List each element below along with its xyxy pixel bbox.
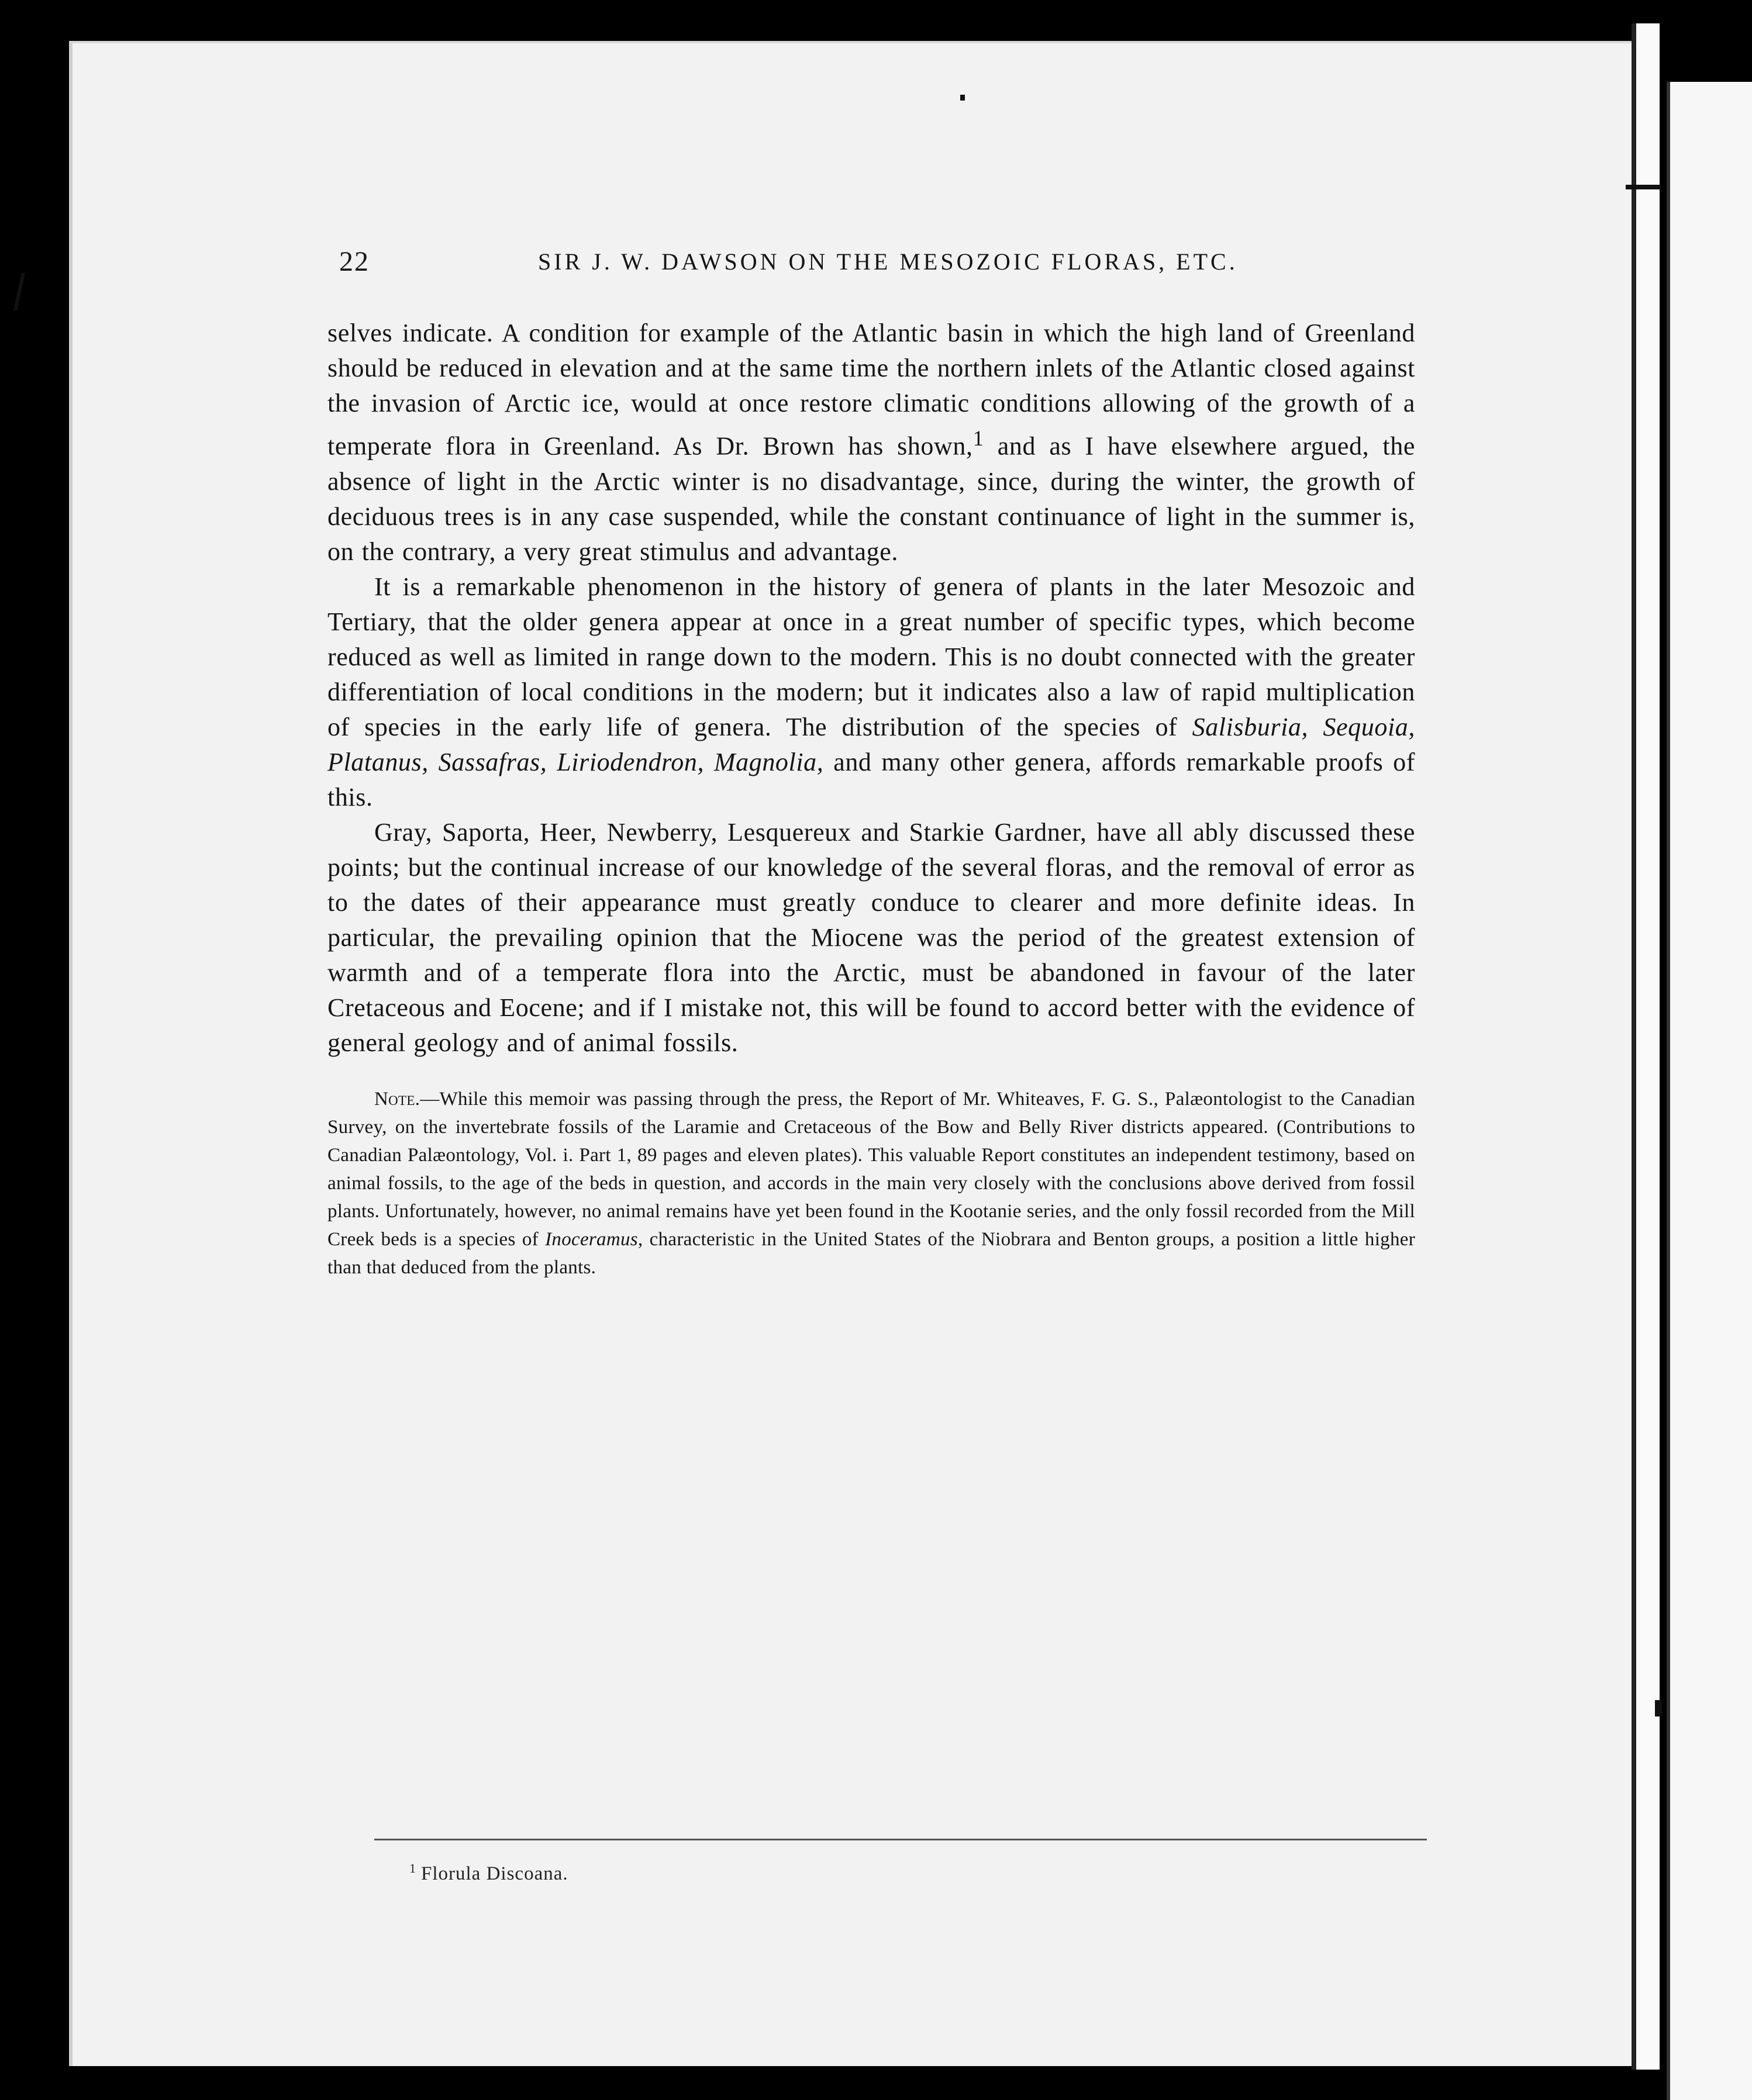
paragraph-3: Gray, Saporta, Heer, Newberry, Lesquereux and Starkie Gardner, have all ably discussed these points; but the continual increase of our knowledge of the several floras, and the removal of error as to the dates of their appearance must greatly conduce to clearer and more definite ideas. In particular, the prevailing opinion that the Miocene was the period of the greatest extension of warmth and of a temperate flora into the Arctic, must be abandoned in favour of the later Cretaceous and Eocene; and if I mistake not, this will be found to accord better with the evidence of general geology and of animal fossils. [327, 817, 1415, 1057]
paragraph-2-text-b: and many other genera, affords remarkable proofs of this. [327, 747, 1415, 811]
note-text-a: —While this memoir was passing through the press, the Report of Mr. Whiteaves, F. G. S., Palæontologist to the Canadian Survey, on the invertebrate fossils of the Laramie and Cretaceous of the Bow and Belly River districts appeared. (Contributions to Canadian Palæontology, Vol. i. Part 1, 89 pages and eleven plates). This valuable Report constitutes an independent testimony, based on animal fossils, to the age of the beds in question, and accords in the main very closely with the conclusions above derived from fossil plants. Unfortunately, however, no animal remains have yet been found in the Kootanie series, and the only fossil recorded from the Mill Creek beds is a species of [327, 1088, 1415, 1250]
footnote-reference: 1 [972, 426, 984, 450]
footnote [409, 1861, 568, 1885]
note-paragraph [327, 1085, 1415, 1282]
adjacent-page-strip [1667, 82, 1752, 2100]
note-text-b: , characteristic in the United States of the Niobrara and Benton groups, a position a little higher than that deduced from the plants. [327, 1228, 1415, 1278]
page-edge [1632, 23, 1660, 2070]
note-genus: Inoceramus [545, 1228, 638, 1250]
scan-tab-mark [1626, 185, 1661, 189]
body-text [327, 316, 1415, 1061]
scan-speck [960, 95, 965, 101]
paragraph-2-text-a: It is a remarkable phenomenon in the history of genera of plants in the later Mesozoic and Tertiary, that the older genera appear at once in a great number of specific types, which become reduced as well as limited in range down to the modern. This is no doubt connected with the greater differentiation of local conditions in the modern; but it indicates also a law of rapid multiplication of species in the early life of genera. The distribution of the species of [327, 572, 1415, 741]
scan-border-top [0, 0, 1752, 41]
scan-mark-left [13, 272, 25, 311]
footnote-rule [374, 1839, 1427, 1840]
page-number: 22 [339, 246, 370, 277]
paragraph-1-text: selves indicate. A condition for example of the Atlantic basin in which the high land of Greenland should be reduced in elevation and at the same time the northern inlets of the Atlantic closed against the invasion of Arctic ice, would at once restore climatic conditions allowing of the growth of a temperate flora in Greenland. As Dr. Brown has shown, [327, 319, 1415, 461]
scan-speck-right [1655, 1700, 1662, 1716]
footnote-marker: 1 [409, 1861, 416, 1876]
running-head: SIR J. W. DAWSON ON THE MESOZOIC FLORAS, ETC. [538, 248, 1238, 275]
document-page [327, 246, 1415, 1282]
note-label: Note. [374, 1088, 420, 1110]
paragraph-1-end: and as I have elsewhere argued, the absence of light in the Arctic winter is no disadvantage, since, during the winter, the growth of deciduous trees is in any case suspended, while the constant continuance of light in the summer is, on the contrary, a very great stimulus and advantage. [327, 431, 1415, 566]
genera-list: Salisburia, Sequoia, Platanus, Sassafras, Liriodendron, Magnolia, [327, 712, 1415, 776]
page-header [327, 246, 1415, 286]
paragraph-2 [327, 569, 1415, 815]
paragraph-1 [327, 316, 1415, 569]
footnote-text: Florula Discoana. [421, 1863, 568, 1884]
